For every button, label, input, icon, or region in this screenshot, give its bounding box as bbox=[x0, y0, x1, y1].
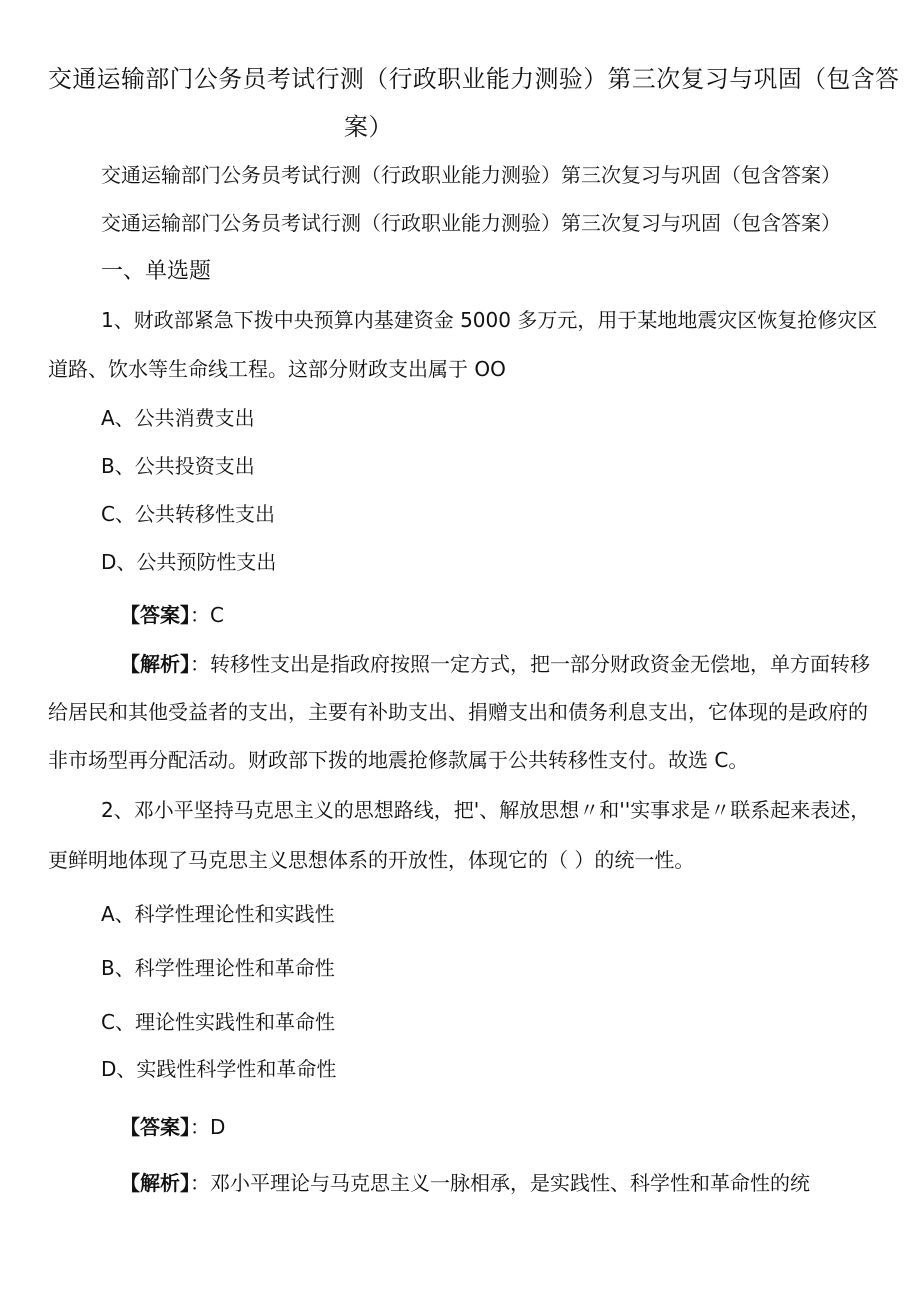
question-2-analysis-line-1 bbox=[120, 1169, 810, 1197]
question-2-analysis-label: 【解析】 bbox=[120, 1171, 190, 1195]
question-1-analysis-label: 【解析】 bbox=[120, 652, 190, 676]
question-1-answer-label: 【答案】 bbox=[120, 603, 190, 627]
document-subtitle-1: 交通运输部门公务员考试行测（行政职业能力测验）第三次复习与巩固（包含答案） bbox=[101, 163, 841, 187]
question-2-stem-line-1: 2、邓小平坚持马克思主义的思想路线，把'、解放思想〃和''实事求是〃联系起来表述， bbox=[101, 798, 871, 822]
question-2-option-a: A、科学性理论性和实践性 bbox=[101, 902, 335, 926]
question-1-analysis-line-1 bbox=[120, 650, 870, 678]
question-1-analysis-line-3: 非市场型再分配活动。财政部下拨的地震抢修款属于公共转移性支付。故选 C。 bbox=[48, 748, 749, 772]
document-title-line-2: 案） bbox=[344, 113, 393, 141]
question-1-option-a: A、公共消费支出 bbox=[101, 406, 255, 430]
question-1-option-c: C、公共转移性支出 bbox=[101, 502, 275, 526]
question-1-stem-line-1: 1、财政部紧急下拨中央预算内基建资金 5000 多万元，用于某地地震灾区恢复抢修灾区 bbox=[101, 308, 878, 332]
question-1-option-d: D、公共预防性支出 bbox=[101, 550, 277, 574]
question-1-answer bbox=[120, 601, 224, 629]
question-1-analysis-line-2: 给居民和其他受益者的支出，主要有补助支出、捐赠支出和债务利息支出，它体现的是政府的 bbox=[48, 700, 868, 724]
question-2-answer bbox=[120, 1113, 225, 1141]
question-2-option-d: D、实践性科学性和革命性 bbox=[101, 1057, 337, 1081]
question-1-answer-value: ：C bbox=[190, 603, 224, 627]
question-1-option-b: B、公共投资支出 bbox=[101, 454, 255, 478]
document-subtitle-2: 交通运输部门公务员考试行测（行政职业能力测验）第三次复习与巩固（包含答案） bbox=[101, 211, 841, 235]
question-2-answer-value: ：D bbox=[190, 1115, 226, 1139]
question-2-stem-line-2: 更鲜明地体现了马克思主义思想体系的开放性，体现它的（ ）的统一性。 bbox=[48, 848, 695, 872]
document-title-line-1: 交通运输部门公务员考试行测（行政职业能力测验）第三次复习与巩固（包含答 bbox=[48, 65, 900, 93]
question-2-option-b: B、科学性理论性和革命性 bbox=[101, 956, 335, 980]
question-1-stem-line-2: 道路、饮水等生命线工程。这部分财政支出属于 OO bbox=[48, 357, 506, 381]
question-2-analysis-text-1: ：邓小平理论与马克思主义一脉相承，是实践性、科学性和革命性的统 bbox=[190, 1171, 810, 1195]
question-2-answer-label: 【答案】 bbox=[120, 1115, 190, 1139]
section-heading: 一、单选题 bbox=[101, 259, 212, 284]
question-2-option-c: C、理论性实践性和革命性 bbox=[101, 1010, 335, 1034]
question-1-analysis-text-1: ：转移性支出是指政府按照一定方式，把一部分财政资金无偿地，单方面转移 bbox=[190, 652, 870, 676]
